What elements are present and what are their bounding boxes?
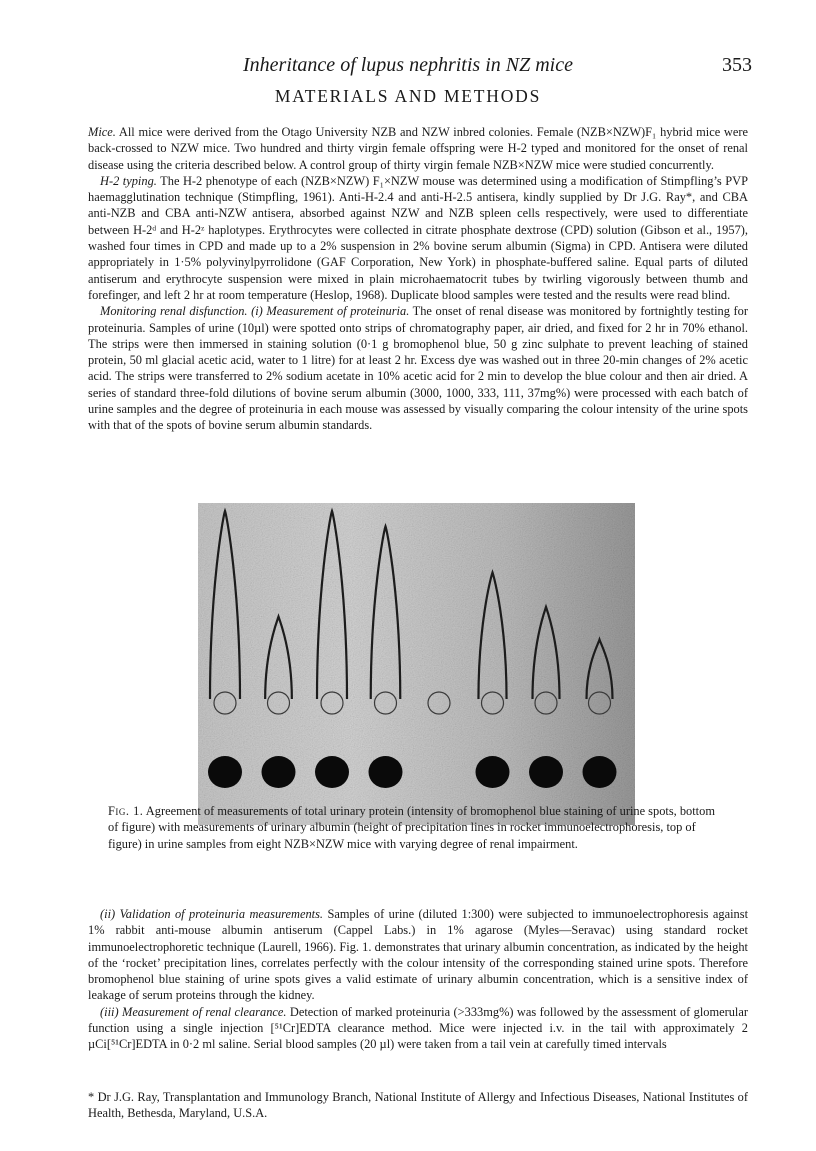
paragraph-mice bbox=[88, 124, 748, 173]
stained-urine-spot bbox=[369, 756, 403, 788]
paragraph-validation bbox=[88, 906, 748, 1004]
paragraph-clearance-label: (iii) Measurement of renal clearance. bbox=[100, 1004, 287, 1019]
paragraph-monitoring bbox=[88, 303, 748, 433]
figure-label: Fig. 1. bbox=[108, 804, 144, 818]
figure-1-image bbox=[198, 503, 635, 825]
stained-urine-spot bbox=[583, 756, 617, 788]
paragraph-h2-label: H-2 typing. bbox=[100, 173, 157, 188]
paragraph-h2-typing bbox=[88, 173, 748, 303]
paragraph-clearance-text: Detection of marked proteinuria (>333mg%) was followed by the assessment of glomerular function using a single injection [⁵¹Cr]EDTA clearance method. Mice were injected i.v. in the tail with approximately 2 µCi[⁵¹Cr]EDTA in 0·2 ml saline. Serial blood samples (20 µl) were taken from a tail vein at carefully timed intervals bbox=[88, 1004, 748, 1052]
stained-urine-spot bbox=[262, 756, 296, 788]
paragraph-validation-label: (ii) Validation of proteinuria measurements. bbox=[100, 907, 324, 921]
stained-urine-spot bbox=[208, 756, 242, 788]
section-title: MATERIALS AND METHODS bbox=[274, 86, 542, 106]
stained-urine-spot bbox=[315, 756, 349, 788]
paragraph-validation-text: Samples of urine (diluted 1:300) were subjected to immunoelectrophoresis against 1% rabbit anti-mouse albumin antiserum (Cappel Labs.) in 1% agarose (Myles—Seravac) using standard rocket immunoelectrophoretic technique (Laurell, 1966). Fig. 1. demonstrates that urinary albumin concentration, as indicated by the height of the ‘rocket’ precipitation lines, correlates perfectly with the colour intensity of the corresponding stained urine spots. Therefore bromophenol blue staining of urine spots gives a valid estimate of urinary albumin concentration, which is a sensitive index of leakage of serum proteins through the kidney. bbox=[88, 907, 749, 1003]
paragraph-h2-text: The H-2 phenotype of each (NZB×NZW) F₁×NZW mouse was determined using a modification of Stimpfling’s PVP haemagglutination technique (Stimpfling, 1961). Anti-H-2.4 and anti-H-2.5 antisera, kindly supplied by Dr J.G. Ray*, and CBA anti-NZB and CBA anti-NZW antisera, absorbed against NZW and NZB spleen cells respectively, were used to differentiate between H-2ᵈ and H-2ᶻ haplotypes. Erythrocytes were collected in citrate phosphate dextrose (CPD) solution (Gibson et al., 1957), washed four times in CPD and made up to a 2% suspension in 2% bovine serum albumin (Sigma) in CPD. Antisera were diluted appropriately in 1·5% polyvinylpyrrolidone (GAF Corporation, New York) in phosphate-buffered saline. Equal parts of diluted antiserum and erythrocyte suspension were mixed in plain microhaematocrit tubes by twirling vigorously between thumb and forefinger, and left 2 hr at room temperature (Heslop, 1968). Duplicate blood samples were tested and the results were read blind. bbox=[88, 173, 749, 302]
figure-caption bbox=[108, 803, 728, 852]
body-column-bottom bbox=[88, 906, 748, 1053]
figure-caption-text: Agreement of measurements of total urinary protein (intensity of bromophenol blue staining of urine spots, bottom of figure) with measurements of urinary albumin (height of precipitation lines in rocket immunoelectrophoresis, top of figure) in urine samples from eight NZB×NZW mice with varying degree of renal impairment. bbox=[108, 804, 715, 851]
stained-urine-spot bbox=[476, 756, 510, 788]
rocket-gel-photo bbox=[198, 503, 635, 825]
page-header bbox=[0, 54, 816, 82]
paragraph-mice-text: All mice were derived from the Otago University NZB and NZW inbred colonies. Female (NZB×NZW)F₁ hybrid mice were back-crossed to NZW mice. Two hundred and thirty virgin female offspring were H-2 typed and monitored for the onset of renal disease using the criteria described below. A control group of thirty virgin female NZB×NZW mice were studied concurrently. bbox=[88, 125, 748, 172]
paragraph-monitoring-text: The onset of renal disease was monitored by fortnightly testing for proteinuria. Samples of urine (10µl) were spotted onto strips of chromatography paper, air dried, and fixed for 2 hr in 70% ethanol. The strips were then immersed in staining solution (0·1 g bromophenol blue, 50 g zinc sulphate to prevent leaching of stained protein, 50 ml glacial acetic acid, water to 1 litre) for at least 2 hr. Excess dye was washed out in three 20-min changes of 2% acetic acid. The strips were transferred to 2% sodium acetate in 10% acetic acid for 2 min to develop the blue colour and then air dried. A series of standard three-fold dilutions of bovine serum albumin (3000, 1000, 333, 111, 37mg%) were processed with each batch of urine samples and the degree of proteinuria in each mouse was assessed by visually comparing the colour intensity of the urine spots with that of the spots of bovine serum albumin standards. bbox=[88, 304, 748, 433]
paragraph-monitoring-label: Monitoring renal disfunction. (i) Measurement of proteinuria. bbox=[100, 304, 410, 319]
paragraph-clearance bbox=[88, 1004, 748, 1053]
paragraph-mice-label: Mice. bbox=[88, 125, 116, 139]
stained-urine-spot bbox=[529, 756, 563, 788]
running-title: Inheritance of lupus nephritis in NZ mice bbox=[243, 54, 573, 76]
page-number: 353 bbox=[722, 54, 752, 76]
footnote: * Dr J.G. Ray, Transplantation and Immunology Branch, National Institute of Allergy and Infectious Diseases, National Institutes of Health, Bethesda, Maryland, U.S.A. bbox=[88, 1090, 748, 1121]
body-column-top bbox=[88, 124, 748, 434]
